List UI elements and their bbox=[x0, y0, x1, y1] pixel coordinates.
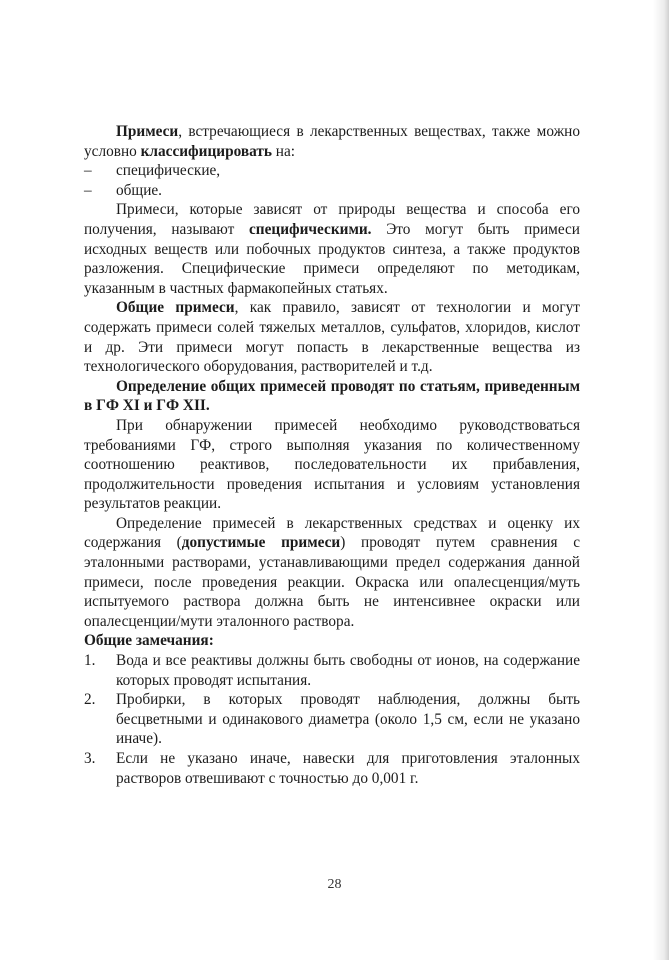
permissible-paragraph bbox=[84, 514, 580, 632]
specific-paragraph bbox=[84, 200, 580, 298]
remark-number: 2. bbox=[84, 691, 96, 709]
remark-text: Вода и все реактивы должны быть свободны от ионов, на содержание которых проводят испытания. bbox=[116, 652, 580, 689]
intro-text-end: на: bbox=[271, 142, 296, 160]
specific-term: специфическими. bbox=[249, 220, 372, 238]
remark-text: Пробирки, в которых проводят наблюдения, должны быть бесцветными и одинакового диаметра (около 1,5 см, если не указано иначе). bbox=[116, 691, 580, 748]
specific-text: Примеси, которые зависят от природы вещества и способа его получения, называют bbox=[84, 201, 580, 238]
dash-marker: – bbox=[84, 181, 92, 199]
page-edge-shadow bbox=[653, 0, 669, 960]
remark-item bbox=[84, 690, 580, 749]
remark-item bbox=[84, 651, 580, 690]
specific-text-end: Это могут быть примеси исходных веществ или побочных продуктов синтеза, а также продуктов разложения. Специфические примеси определяют по методикам, указанным в частных фармакопейных статьях. bbox=[84, 220, 580, 297]
general-term: Общие примеси bbox=[116, 299, 235, 317]
general-text: , как правило, зависят от технологии и могут содержать примеси солей тяжелых металлов, сульфатов, хлоридов, кислот и др. Эти примеси могут попасть в лекарственные вещества из технологического оборудования, растворителей и т.д. bbox=[84, 299, 580, 376]
dash-marker: – bbox=[84, 162, 92, 180]
remarks-heading: Общие замечания: bbox=[84, 632, 214, 650]
permissible-term: допустимые примеси bbox=[181, 534, 341, 552]
intro-paragraph bbox=[84, 122, 580, 161]
class-list-item bbox=[84, 181, 580, 201]
general-paragraph bbox=[84, 298, 580, 376]
classify-term: классифицировать bbox=[140, 142, 272, 160]
intro-text: , встречающиеся в лекарственных веществах, также можно условно bbox=[84, 123, 580, 160]
class-label: специфические, bbox=[116, 162, 221, 180]
page-number: 28 bbox=[327, 877, 342, 892]
detection-paragraph: При обнаружении примесей необходимо руководствоваться требованиями ГФ, строго выполняя указания по количественному соотношению реактивов, последовательности их прибавления, продолжительности проведения испытания и условиям установления результатов реакции. bbox=[84, 416, 580, 513]
permissible-text-end: ) проводят путем сравнения с эталонными растворами, устанавливающими предел содержания данной примеси, после проведения реакции. Окраска или опалесценция/муть испытуемого раствора должна быть не интенсивнее окраски или опалесценции/мути эталонного раствора. bbox=[84, 534, 580, 630]
class-label: общие. bbox=[116, 181, 163, 199]
permissible-text: Определение примесей в лекарственных средствах и оценку их содержания ( bbox=[84, 514, 580, 552]
definition-text: Определение общих примесей проводят по статьям, приведенным в ГФ XI и ГФ XII. bbox=[84, 377, 580, 415]
class-list-item bbox=[84, 161, 580, 181]
remark-item bbox=[84, 749, 580, 788]
document-page bbox=[84, 122, 580, 788]
remark-text: Если не указано иначе, навески для приготовления эталонных растворов отвешивают с точностью до 0,001 г. bbox=[116, 750, 580, 787]
remark-number: 1. bbox=[84, 652, 96, 670]
impurities-term: Примеси bbox=[116, 123, 179, 140]
remark-number: 3. bbox=[84, 750, 96, 767]
definition-paragraph bbox=[84, 377, 580, 416]
